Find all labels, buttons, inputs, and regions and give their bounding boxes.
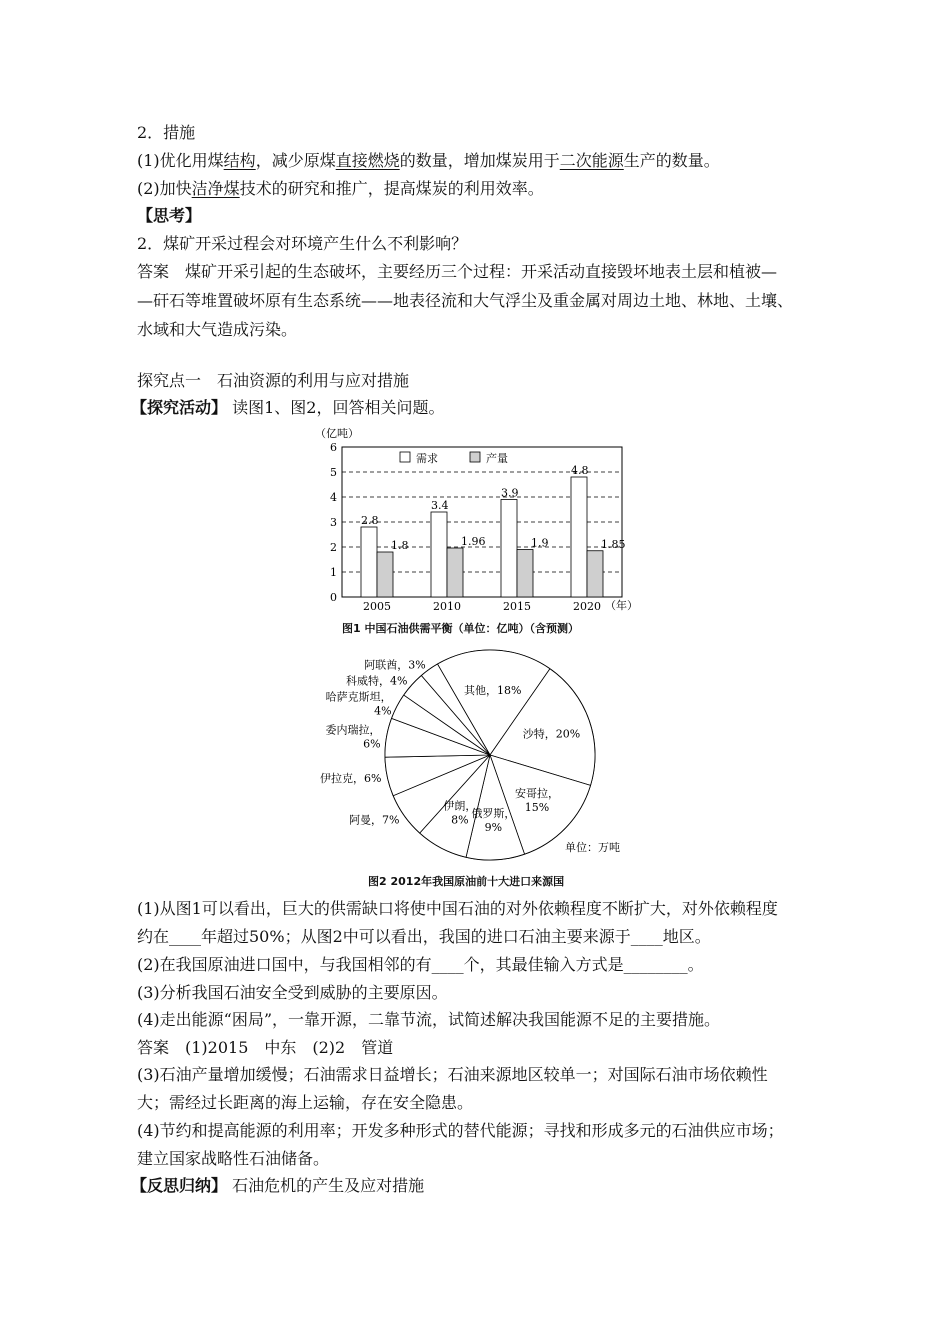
answer-2-line-1: 答案 (1)2015 中东 (2)2 管道 [137, 1038, 394, 1057]
reflect-label: 【反思归纳】 [131, 1176, 228, 1195]
answer-2-line-4: (4)节约和提高能源的利用率；开发多种形式的替代能源；寻找和形成多元的石油供应市场； [137, 1121, 784, 1140]
question-line-3: (2)在我国原油进口国中，与我国相邻的有____个，其最佳输入方式是________。 [137, 955, 704, 974]
y-tick-label: 1 [330, 566, 337, 579]
pie-unit: 单位：万吨 [565, 841, 620, 854]
bar-产量-2015 [517, 550, 533, 598]
figure-1-caption: 图1 中国石油供需平衡（单位：亿吨）（含预测） [342, 622, 579, 635]
question-line-1: (1)从图1可以看出，巨大的供需缺口将使中国石油的对外依赖程度不断扩大，对外依赖程度 [137, 899, 778, 918]
x-tick-label: 2020 [573, 600, 601, 613]
x-tick-label: 2005 [363, 600, 391, 613]
figure-2-caption: 图2 2012年我国原油前十大进口来源国 [368, 875, 565, 888]
reflect-text: 石油危机的产生及应对措施 [227, 1176, 425, 1195]
legend-label: 产量 [486, 452, 508, 465]
legend-swatch [470, 452, 480, 462]
measure-1-a: (1)优化用煤 [137, 151, 224, 170]
y-tick-label: 4 [330, 491, 337, 504]
measure-1-b: ，减少原煤 [255, 151, 336, 170]
legend-label: 需求 [416, 452, 438, 465]
y-tick-label: 5 [330, 466, 337, 479]
pie-label-科威特: 科威特，4% [346, 674, 408, 688]
question-line-4: (3)分析我国石油安全受到威胁的主要原因。 [137, 983, 448, 1002]
answer-2-line-5: 建立国家战略性石油储备。 [137, 1149, 330, 1168]
think-label: 【思考】 [137, 206, 202, 225]
bar-value-label: 1.9 [531, 536, 549, 550]
legend-swatch [400, 452, 410, 462]
activity-line [131, 398, 444, 418]
activity-text: 读图1、图2，回答相关问题。 [227, 398, 445, 417]
bar-value-label: 3.4 [431, 499, 449, 512]
pie-label-委内瑞拉: 委内瑞拉， 6% [325, 723, 381, 751]
chart-ylabel: （亿吨） [315, 427, 359, 440]
bar-产量-2005 [377, 552, 393, 597]
answer-2-line-2: (3)石油产量增加缓慢；石油需求日益增长；石油来源地区较单一；对国际石油市场依赖性 [137, 1065, 768, 1084]
pie-label-安哥拉: 安哥拉， 15% [514, 787, 559, 815]
y-tick-label: 2 [330, 541, 337, 554]
bar-value-label: 2.8 [361, 514, 379, 527]
bar-产量-2020 [587, 551, 603, 597]
pie-label-其他: 其他，18% [463, 683, 522, 697]
question-line-2: 约在____年超过50%；从图2中可以看出，我国的进口石油主要来源于____地区。 [137, 927, 711, 946]
measure-1 [137, 151, 720, 171]
pie-chart [310, 645, 640, 865]
bar-产量-2010 [447, 548, 463, 597]
answer-line-2: —矸石等堆置破坏原有生态系统——地表径流和大气浮尘及重金属对周边土地、林地、土壤、 [137, 291, 794, 310]
answer-2-line-3: 大；需经过长距离的海上运输，存在安全隐患。 [137, 1093, 474, 1112]
y-tick-label: 0 [330, 591, 337, 604]
measure-1-u2: 直接燃烧 [335, 151, 400, 170]
bar-value-label: 4.8 [571, 464, 589, 477]
pie-label-沙特: 沙特，20% [522, 727, 581, 741]
measure-2-b: 技术的研究和推广，提高煤炭的利用效率。 [239, 179, 544, 198]
x-tick-label: 2010 [433, 600, 461, 613]
measure-2-a: (2)加快 [137, 179, 192, 198]
question-2: 2．煤矿开采过程会对环境产生什么不利影响？ [137, 234, 468, 253]
activity-label: 【探究活动】 [131, 398, 228, 417]
bar-需求-2015 [501, 500, 517, 598]
measure-1-u1: 结构 [223, 151, 256, 170]
pie-label-阿联酋: 阿联酋，3% [364, 658, 426, 672]
bar-需求-2020 [571, 477, 587, 597]
measure-2-u1: 洁净煤 [191, 179, 240, 198]
bar-value-label: 1.8 [391, 539, 409, 552]
bar-需求-2010 [431, 512, 447, 597]
section-heading: 2．措施 [137, 123, 196, 142]
pie-label-哈萨克斯坦: 哈萨克斯坦， 4% [325, 690, 392, 718]
bar-value-label: 1.85 [601, 537, 626, 551]
reflect-line [131, 1176, 424, 1196]
measure-1-c: 的数量，增加煤炭用于 [399, 151, 560, 170]
bar-chart [305, 418, 645, 618]
x-tick-label: 2015 [503, 600, 531, 613]
answer-line-1: 答案 煤矿开采引起的生态破坏，主要经历三个过程：开采活动直接毁坏地表土层和植被— [137, 262, 778, 281]
explore-title: 探究点一 石油资源的利用与应对措施 [137, 371, 410, 390]
measure-2 [137, 179, 544, 199]
measure-1-d: 生产的数量。 [623, 151, 720, 170]
y-tick-label: 6 [330, 441, 337, 454]
measure-1-u3: 二次能源 [559, 151, 624, 170]
answer-line-3: 水域和大气造成污染。 [137, 320, 298, 339]
question-line-5: (4)走出能源“困局”，一靠开源，二靠节流，试简述解决我国能源不足的主要措施。 [137, 1010, 721, 1029]
bar-value-label: 1.96 [461, 535, 486, 548]
pie-label-阿曼: 阿曼，7% [349, 813, 400, 827]
pie-label-俄罗斯: 俄罗斯， 9% [471, 807, 516, 835]
pie-label-伊拉克: 伊拉克，6% [319, 772, 382, 786]
pie-label-伊朗: 伊朗， 8% [443, 799, 477, 827]
bar-value-label: 3.9 [501, 486, 519, 500]
chart-xlabel: （年） [605, 599, 638, 612]
y-tick-label: 3 [330, 516, 337, 529]
bar-需求-2005 [361, 527, 377, 597]
